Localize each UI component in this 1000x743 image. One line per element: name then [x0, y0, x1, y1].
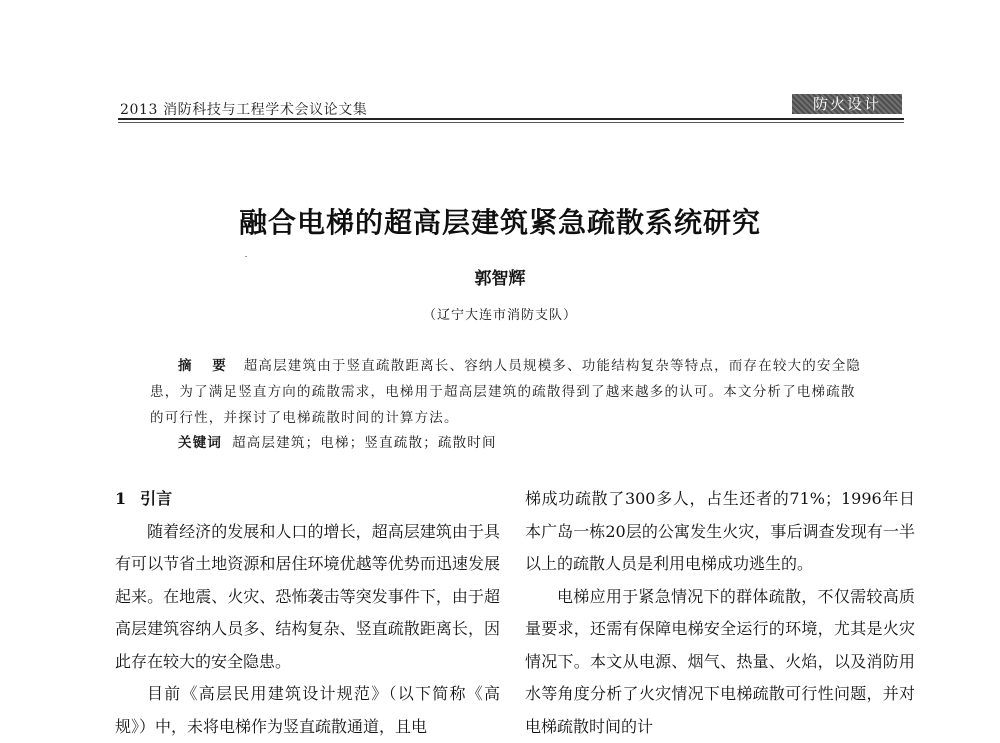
author-affiliation: （辽宁大连市消防支队） — [0, 304, 1000, 323]
author-name: 郭智辉 — [0, 264, 1000, 289]
keywords-text: 超高层建筑；电梯；竖直疏散；疏散时间 — [232, 435, 497, 451]
section-tag: 防火设计 — [792, 94, 902, 114]
body-paragraph: 电梯应用于紧急情况下的群体疏散，不仅需较高质量要求，还需有保障电梯安全运行的环境，尤其是火灾情况下。本文从电源、烟气、热量、火焰，以及消防用水等角度分析了火灾情况下电梯疏散可行性问题，并对电梯疏散时间的计 — [525, 581, 915, 743]
keywords — [178, 431, 497, 451]
scan-speck — [245, 256, 247, 257]
header-rule-thin — [118, 122, 904, 123]
abstract-text: 超高层建筑由于竖直疏散距离长、容纳人员规模多、功能结构复杂等特点，而存在较大的安全隐患，为了满足竖直方向的疏散需求，电梯用于超高层建筑的疏散得到了越来越多的认可。本文分析了电梯疏散的可行性，并探讨了电梯疏散时间的计算方法。 — [150, 358, 861, 426]
keywords-label: 关键词 — [178, 435, 222, 451]
abstract — [150, 353, 870, 431]
running-header-title: 2013 消防科技与工程学术会议论文集 — [120, 99, 367, 119]
paper-title: 融合电梯的超高层建筑紧急疏散系统研究 — [0, 201, 1000, 241]
header-rule — [118, 118, 904, 120]
section-title: 引言 — [140, 489, 172, 508]
body-paragraph: 随着经济的发展和人口的增长，超高层建筑由于具有可以节省土地资源和居住环境优越等优势而迅速发展起来。在地震、火灾、恐怖袭击等突发事件下，由于超高层建筑容纳人员多、结构复杂、竖直疏散距离长，因此存在较大的安全隐患。 — [115, 516, 500, 679]
body-paragraph: 梯成功疏散了300多人，占生还者的71%；1996年日本广岛一栋20层的公寓发生火灾，事后调查发现有一半以上的疏散人员是利用电梯成功逃生的。 — [525, 483, 915, 581]
section-heading — [115, 483, 500, 516]
body-paragraph: 目前《高层民用建筑设计规范》（以下简称《高规》）中，未将电梯作为竖直疏散通道，且电 — [115, 678, 500, 743]
body-column-left — [115, 483, 500, 743]
section-number: 1 — [115, 489, 126, 508]
body-column-right — [525, 483, 915, 743]
abstract-label: 摘 要 — [178, 358, 234, 374]
